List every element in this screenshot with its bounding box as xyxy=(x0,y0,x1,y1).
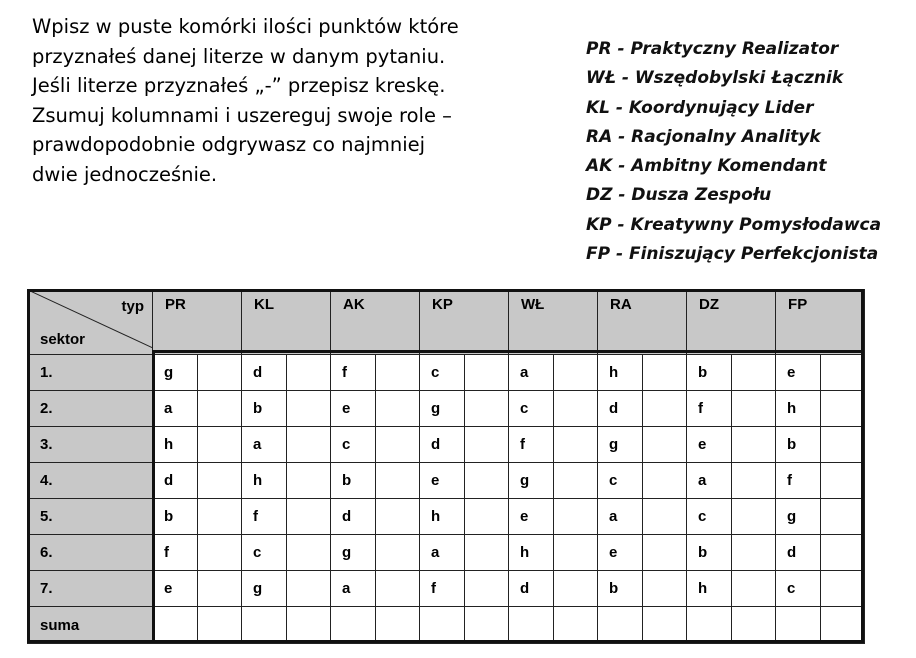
letter-cell: g xyxy=(509,463,554,499)
legend-item-fp: FP - Finiszujący Perfekcjonista xyxy=(586,244,879,265)
points-input-cell[interactable] xyxy=(465,535,509,571)
points-input-cell[interactable] xyxy=(465,427,509,463)
points-input-cell[interactable] xyxy=(554,463,598,499)
points-input-cell[interactable] xyxy=(821,499,865,535)
sum-input-cell[interactable] xyxy=(465,607,509,644)
row-label: 4. xyxy=(28,463,153,499)
sum-input-cell[interactable] xyxy=(153,607,198,644)
sum-input-cell[interactable] xyxy=(509,607,554,644)
letter-cell: e xyxy=(509,499,554,535)
points-input-cell[interactable] xyxy=(732,427,776,463)
letter-cell: c xyxy=(331,427,376,463)
sum-input-cell[interactable] xyxy=(242,607,287,644)
letter-cell: g xyxy=(153,355,198,391)
letter-cell: d xyxy=(598,391,643,427)
letter-cell: e xyxy=(598,535,643,571)
table-row xyxy=(28,499,865,535)
instructions-text xyxy=(32,12,552,189)
letter-cell: h xyxy=(509,535,554,571)
letter-cell: h xyxy=(687,571,732,607)
column-header-ra: RA xyxy=(598,290,687,355)
role-legend xyxy=(586,35,881,269)
points-input-cell[interactable] xyxy=(465,463,509,499)
column-header-kp: KP xyxy=(420,290,509,355)
points-input-cell[interactable] xyxy=(198,535,242,571)
sum-input-cell[interactable] xyxy=(198,607,242,644)
letter-cell: g xyxy=(776,499,821,535)
letter-cell: d xyxy=(776,535,821,571)
legend-item-kl: KL - Koordynujący Lider xyxy=(586,97,814,118)
points-input-cell[interactable] xyxy=(287,463,331,499)
sum-input-cell[interactable] xyxy=(376,607,420,644)
corner-label-sektor: sektor xyxy=(40,331,86,348)
letter-cell: a xyxy=(509,355,554,391)
points-input-cell[interactable] xyxy=(376,463,420,499)
letter-cell: h xyxy=(242,463,287,499)
sum-input-cell[interactable] xyxy=(331,607,376,644)
letter-cell: a xyxy=(420,535,465,571)
legend-item-kp: KP - Kreatywny Pomysłodawca xyxy=(586,214,882,235)
sum-input-cell[interactable] xyxy=(643,607,687,644)
letter-cell: g xyxy=(242,571,287,607)
letter-cell: h xyxy=(598,355,643,391)
points-input-cell[interactable] xyxy=(821,391,865,427)
points-input-cell[interactable] xyxy=(465,571,509,607)
letter-cell: b xyxy=(242,391,287,427)
legend-item-wl: WŁ - Wszędobylski Łącznik xyxy=(586,68,844,89)
sum-input-cell[interactable] xyxy=(554,607,598,644)
points-input-cell[interactable] xyxy=(465,391,509,427)
letter-cell: c xyxy=(687,499,732,535)
letter-cell: b xyxy=(598,571,643,607)
letter-cell: f xyxy=(687,391,732,427)
letter-cell: f xyxy=(242,499,287,535)
letter-cell: a xyxy=(331,571,376,607)
letter-cell: f xyxy=(153,535,198,571)
column-header-pr: PR xyxy=(153,290,242,355)
column-header-fp: FP xyxy=(776,290,865,355)
letter-cell: g xyxy=(331,535,376,571)
points-input-cell[interactable] xyxy=(554,535,598,571)
points-input-cell[interactable] xyxy=(554,499,598,535)
legend-item-pr: PR - Praktyczny Realizator xyxy=(586,39,839,59)
points-input-cell[interactable] xyxy=(198,391,242,427)
instruction-line-1: Wpisz w puste komórki ilości punktów które xyxy=(32,15,459,38)
letter-cell: c xyxy=(598,463,643,499)
letter-cell: c xyxy=(776,571,821,607)
letter-cell: c xyxy=(509,391,554,427)
table-row xyxy=(28,571,865,607)
column-header-dz: DZ xyxy=(687,290,776,355)
letter-cell: b xyxy=(776,427,821,463)
points-input-cell[interactable] xyxy=(732,391,776,427)
row-label: 2. xyxy=(28,391,153,427)
letter-cell: e xyxy=(776,355,821,391)
points-input-cell[interactable] xyxy=(465,499,509,535)
points-input-cell[interactable] xyxy=(821,427,865,463)
letter-cell: f xyxy=(420,571,465,607)
letter-cell: f xyxy=(331,355,376,391)
points-input-cell[interactable] xyxy=(465,355,509,391)
letter-cell: b xyxy=(687,355,732,391)
letter-cell: g xyxy=(420,391,465,427)
points-input-cell[interactable] xyxy=(198,571,242,607)
letter-cell: e xyxy=(687,427,732,463)
points-input-cell[interactable] xyxy=(376,535,420,571)
letter-cell: g xyxy=(598,427,643,463)
table-row xyxy=(28,427,865,463)
letter-cell: d xyxy=(153,463,198,499)
letter-cell: b xyxy=(153,499,198,535)
points-input-cell[interactable] xyxy=(198,355,242,391)
points-input-cell[interactable] xyxy=(198,427,242,463)
letter-cell: a xyxy=(153,391,198,427)
points-input-cell[interactable] xyxy=(643,391,687,427)
points-input-cell[interactable] xyxy=(732,463,776,499)
points-input-cell[interactable] xyxy=(732,535,776,571)
instruction-line-4: Zsumuj kolumnami i uszereguj swoje role – xyxy=(32,103,452,127)
letter-cell: d xyxy=(331,499,376,535)
sum-input-cell[interactable] xyxy=(776,607,821,644)
legend-item-ak: AK - Ambitny Komendant xyxy=(586,156,827,177)
points-input-cell[interactable] xyxy=(376,355,420,391)
letter-cell: e xyxy=(420,463,465,499)
row-label: 3. xyxy=(28,427,153,463)
sum-input-cell[interactable] xyxy=(420,607,465,644)
table-row xyxy=(28,463,865,499)
points-input-cell[interactable] xyxy=(287,535,331,571)
points-input-cell[interactable] xyxy=(732,571,776,607)
corner-cell xyxy=(28,290,153,355)
letter-cell: h xyxy=(420,499,465,535)
sum-input-cell[interactable] xyxy=(821,607,865,644)
legend-item-dz: DZ - Dusza Zespołu xyxy=(586,185,772,206)
sum-input-cell[interactable] xyxy=(598,607,643,644)
score-table xyxy=(27,289,865,644)
points-input-cell[interactable] xyxy=(287,499,331,535)
letter-cell: d xyxy=(509,571,554,607)
letter-cell: e xyxy=(153,571,198,607)
sum-label: suma xyxy=(28,607,153,644)
letter-cell: e xyxy=(331,391,376,427)
table-row xyxy=(28,355,865,391)
letter-cell: a xyxy=(687,463,732,499)
column-header-wł: WŁ xyxy=(509,290,598,355)
points-input-cell[interactable] xyxy=(198,463,242,499)
header-row xyxy=(28,290,865,355)
points-input-cell[interactable] xyxy=(821,571,865,607)
points-input-cell[interactable] xyxy=(376,427,420,463)
points-input-cell[interactable] xyxy=(554,391,598,427)
table-row xyxy=(28,535,865,571)
sum-row xyxy=(28,607,865,644)
sum-input-cell[interactable] xyxy=(732,607,776,644)
instruction-line-3: Jeśli literze przyznałeś „-” przepisz kreskę. xyxy=(32,74,446,97)
points-input-cell[interactable] xyxy=(643,355,687,391)
letter-cell: f xyxy=(776,463,821,499)
letter-cell: f xyxy=(509,427,554,463)
row-label: 1. xyxy=(28,355,153,391)
points-input-cell[interactable] xyxy=(198,499,242,535)
points-input-cell[interactable] xyxy=(287,571,331,607)
points-input-cell[interactable] xyxy=(643,463,687,499)
letter-cell: d xyxy=(420,427,465,463)
instruction-line-5: prawdopodobnie odgrywasz co najmniej xyxy=(32,133,426,156)
points-input-cell[interactable] xyxy=(821,355,865,391)
points-input-cell[interactable] xyxy=(643,571,687,607)
sum-input-cell[interactable] xyxy=(287,607,331,644)
points-input-cell[interactable] xyxy=(643,427,687,463)
points-input-cell[interactable] xyxy=(821,535,865,571)
points-input-cell[interactable] xyxy=(376,499,420,535)
letter-cell: c xyxy=(420,355,465,391)
points-input-cell[interactable] xyxy=(732,355,776,391)
points-input-cell[interactable] xyxy=(554,355,598,391)
points-input-cell[interactable] xyxy=(554,571,598,607)
column-header-ak: AK xyxy=(331,290,420,355)
points-input-cell[interactable] xyxy=(732,499,776,535)
points-input-cell[interactable] xyxy=(821,463,865,499)
points-input-cell[interactable] xyxy=(554,427,598,463)
row-label: 6. xyxy=(28,535,153,571)
letter-cell: a xyxy=(242,427,287,463)
corner-label-typ: typ xyxy=(121,298,144,315)
points-input-cell[interactable] xyxy=(287,355,331,391)
legend-item-ra: RA - Racjonalny Analityk xyxy=(586,126,821,147)
instruction-line-2: przyznałeś danej literze w danym pytaniu. xyxy=(32,44,446,68)
letter-cell: b xyxy=(331,463,376,499)
points-input-cell[interactable] xyxy=(643,499,687,535)
letter-cell: h xyxy=(153,427,198,463)
row-label: 7. xyxy=(28,571,153,607)
letter-cell: b xyxy=(687,535,732,571)
points-input-cell[interactable] xyxy=(643,535,687,571)
sum-input-cell[interactable] xyxy=(687,607,732,644)
letter-cell: d xyxy=(242,355,287,391)
column-header-kl: KL xyxy=(242,290,331,355)
points-input-cell[interactable] xyxy=(287,391,331,427)
row-label: 5. xyxy=(28,499,153,535)
points-input-cell[interactable] xyxy=(376,571,420,607)
letter-cell: c xyxy=(242,535,287,571)
points-input-cell[interactable] xyxy=(287,427,331,463)
table-row xyxy=(28,391,865,427)
instruction-line-6: dwie jednocześnie. xyxy=(32,162,218,186)
points-input-cell[interactable] xyxy=(376,391,420,427)
letter-cell: h xyxy=(776,391,821,427)
letter-cell: a xyxy=(598,499,643,535)
